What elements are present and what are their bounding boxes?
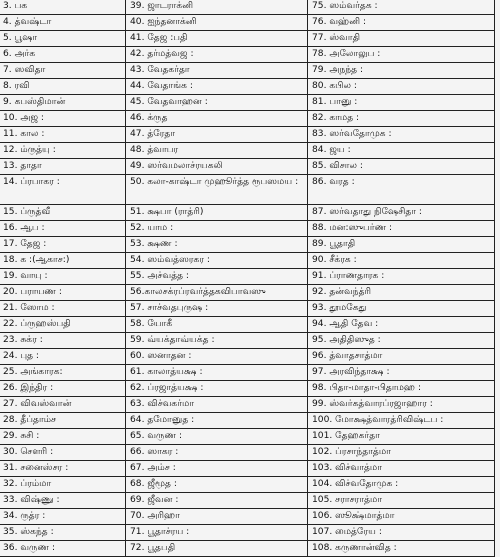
table-row xyxy=(0,95,495,111)
name-cell: 103. விச்வாத்மா xyxy=(308,461,495,477)
name-cell: 66. ஸாகர : xyxy=(126,445,308,461)
table-row xyxy=(0,477,495,493)
name-cell: 94. ஆதி தேவ : xyxy=(308,317,495,333)
name-cell: 69. ஜீவன : xyxy=(126,493,308,509)
name-cell: 35. ஸ்கந்த : xyxy=(0,525,126,541)
name-cell: 4. த்வஷ்டா xyxy=(0,15,126,31)
name-cell: 90. சீக்ரக : xyxy=(308,253,495,269)
table-row xyxy=(0,143,495,159)
name-cell: 17. தேஜ : xyxy=(0,237,126,253)
name-cell: 45. வேதவாஹன : xyxy=(126,95,308,111)
name-cell: 76. வஹ்னி : xyxy=(308,15,495,31)
name-cell: 67. அம்ச : xyxy=(126,461,308,477)
name-cell: 58. யோகீ xyxy=(126,317,308,333)
name-cell: 63. விச்வகர்மா xyxy=(126,397,308,413)
name-cell: 27. விவஸ்வான் xyxy=(0,397,126,413)
name-cell: 13. தாதா xyxy=(0,159,126,175)
name-cell: 39. ஜாடராக்னி xyxy=(126,0,308,15)
name-cell: 22. ப்ருஹஸ்பதி xyxy=(0,317,126,333)
name-cell: 81. பானு : xyxy=(308,95,495,111)
name-cell: 42. தர்மத்வஜ : xyxy=(126,47,308,63)
name-cell: 28. தீப்தாம்ச xyxy=(0,413,126,429)
name-cell: 56.காலசக்ரப்ரவர்த்தகவிபாவஸு xyxy=(126,285,308,301)
name-cell: 82. காமத : xyxy=(308,111,495,127)
name-cell: 87. ஸர்வதாது நிஷேசிதா : xyxy=(308,205,495,221)
name-cell: 97. அரவிந்தாக்ஷ : xyxy=(308,365,495,381)
name-cell: 15. ப்ருத்வீ xyxy=(0,205,126,221)
name-cell: 95. அதிதிஸுத : xyxy=(308,333,495,349)
name-cell: 40. ஐந்தனாக்னி xyxy=(126,15,308,31)
table-row xyxy=(0,493,495,509)
table-row xyxy=(0,47,495,63)
name-cell: 10. அஜ : xyxy=(0,111,126,127)
name-cell: 14. ப்ரபாகர : xyxy=(0,175,126,205)
name-cell: 33. விஷ்ணு : xyxy=(0,493,126,509)
name-cell: 68. ஜீமூத : xyxy=(126,477,308,493)
table-row xyxy=(0,127,495,143)
table-row xyxy=(0,365,495,381)
table-row xyxy=(0,269,495,285)
name-cell: 89. பூதாதி xyxy=(308,237,495,253)
name-cell: 29. சுசி : xyxy=(0,429,126,445)
name-cell: 54. ஸம்வத்ஸரகர : xyxy=(126,253,308,269)
name-cell: 93. தூமகேது xyxy=(308,301,495,317)
name-cell: 105. சராசராத்மா xyxy=(308,493,495,509)
name-cell: 83. ஸர்வதோமுக : xyxy=(308,127,495,143)
name-cell: 12. ம்ருத்யு : xyxy=(0,143,126,159)
name-cell: 5. பூஷா xyxy=(0,31,126,47)
name-cell: 20. பராயண : xyxy=(0,285,126,301)
name-cell: 50. கலா-காஷ்டா முஹூர்த்த ரூபஸமய : xyxy=(126,175,308,205)
name-cell: 106. ஸூக்ஷ்மாத்மா xyxy=(308,509,495,525)
name-cell: 60. ஸனாதன : xyxy=(126,349,308,365)
table-row xyxy=(0,175,495,205)
table-row xyxy=(0,429,495,445)
name-cell: 18. க :(ஆகாச:) xyxy=(0,253,126,269)
name-cell: 84. ஜய : xyxy=(308,143,495,159)
table-row xyxy=(0,317,495,333)
table-row xyxy=(0,509,495,525)
table-row xyxy=(0,333,495,349)
name-cell: 52. யாம : xyxy=(126,221,308,237)
name-cell: 11. கால : xyxy=(0,127,126,143)
name-cell: 41. தேஜ :பதி xyxy=(126,31,308,47)
name-cell: 75. ஸம்வர்தக : xyxy=(308,0,495,15)
name-cell: 49. ஸர்வமலாச்ரயகலி xyxy=(126,159,308,175)
table-row xyxy=(0,0,495,15)
name-cell: 53. க்ஷண : xyxy=(126,237,308,253)
table-row xyxy=(0,237,495,253)
name-cell: 51. க்ஷபா (ராத்ரி) xyxy=(126,205,308,221)
table-row xyxy=(0,79,495,95)
table-row xyxy=(0,397,495,413)
name-cell: 31. சனைஸ்சர : xyxy=(0,461,126,477)
name-cell: 99. ஸ்வர்கத்வாரப்ரஜாஹார : xyxy=(308,397,495,413)
name-cell: 9. கபஸ்திமான் xyxy=(0,95,126,111)
name-cell: 101. தேஹகர்தா xyxy=(308,429,495,445)
name-cell: 64. தமோனுத : xyxy=(126,413,308,429)
name-cell: 102. ப்ரசாந்தாத்மா xyxy=(308,445,495,461)
table-row xyxy=(0,349,495,365)
table-row xyxy=(0,31,495,47)
table-row xyxy=(0,541,495,557)
name-cell: 36. வருண : xyxy=(0,541,126,557)
name-cell: 80. கபில : xyxy=(308,79,495,95)
name-cell: 47. த்ரேதா xyxy=(126,127,308,143)
name-cell: 107. மைத்ரேய : xyxy=(308,525,495,541)
table-row xyxy=(0,525,495,541)
name-cell: 78. அலோலுப : xyxy=(308,47,495,63)
name-cell: 6. அர்க xyxy=(0,47,126,63)
table-row xyxy=(0,205,495,221)
name-cell: 85. விசால : xyxy=(308,159,495,175)
name-cell: 43. வேதகர்தா xyxy=(126,63,308,79)
name-cell: 44. வேதாங்க : xyxy=(126,79,308,95)
name-cell: 96. த்வாதசாத்மா xyxy=(308,349,495,365)
name-cell: 108. கருணான்வித : xyxy=(308,541,495,557)
name-cell: 77. ஸ்வாதி xyxy=(308,31,495,47)
name-cell: 72. பூதபதி xyxy=(126,541,308,557)
name-cell: 57. சாச்வதபுருஷ : xyxy=(126,301,308,317)
name-cell: 55. அச்வத்த : xyxy=(126,269,308,285)
name-cell: 7. ஸவிதா xyxy=(0,63,126,79)
table-row xyxy=(0,159,495,175)
name-cell: 30. சௌரி : xyxy=(0,445,126,461)
name-cell: 19. வாயு : xyxy=(0,269,126,285)
table-row xyxy=(0,285,495,301)
name-cell: 71. பூதாச்ரய : xyxy=(126,525,308,541)
name-cell: 46. க்ருத xyxy=(126,111,308,127)
name-cell: 98. பிதா-மாதா-பிதாமஹ : xyxy=(308,381,495,397)
name-cell: 79. அநந்த : xyxy=(308,63,495,79)
name-cell: 88. மன:ஸுபர்ண : xyxy=(308,221,495,237)
name-cell: 3. பக xyxy=(0,0,126,15)
table-row xyxy=(0,253,495,269)
table-row xyxy=(0,381,495,397)
table-row xyxy=(0,445,495,461)
name-cell: 86. வரத : xyxy=(308,175,495,205)
name-cell: 16. ஆப : xyxy=(0,221,126,237)
name-cell: 65. வருண : xyxy=(126,429,308,445)
name-cell: 25. அங்காரக: xyxy=(0,365,126,381)
name-cell: 32. ப்ரம்மா xyxy=(0,477,126,493)
table-row xyxy=(0,461,495,477)
table-row xyxy=(0,63,495,79)
name-cell: 92. தன்வந்த்ரி xyxy=(308,285,495,301)
name-cell: 104. விச்வதோமுக : xyxy=(308,477,495,493)
name-cell: 48. த்வாபர xyxy=(126,143,308,159)
name-cell: 34. ருத்ர : xyxy=(0,509,126,525)
name-cell: 59. வ்யக்தாவ்யக்த : xyxy=(126,333,308,349)
name-cell: 61. காலாத்யக்ஷ : xyxy=(126,365,308,381)
name-cell: 26. இந்திர : xyxy=(0,381,126,397)
table-row xyxy=(0,15,495,31)
table-row xyxy=(0,413,495,429)
table-row xyxy=(0,111,495,127)
name-cell: 21. ஸோம : xyxy=(0,301,126,317)
name-cell: 23. சுக்ர : xyxy=(0,333,126,349)
name-cell: 62. ப்ரஜாத்யக்ஷ : xyxy=(126,381,308,397)
name-cell: 70. அரிஹா xyxy=(126,509,308,525)
table-row xyxy=(0,301,495,317)
name-cell: 91. ப்ராணதாரக : xyxy=(308,269,495,285)
name-cell: 8. ரவி xyxy=(0,79,126,95)
table-row xyxy=(0,221,495,237)
name-cell: 100. மோக்ஷத்வாரத்ரிவிஷ்டப : xyxy=(308,413,495,429)
name-cell: 24. புத : xyxy=(0,349,126,365)
